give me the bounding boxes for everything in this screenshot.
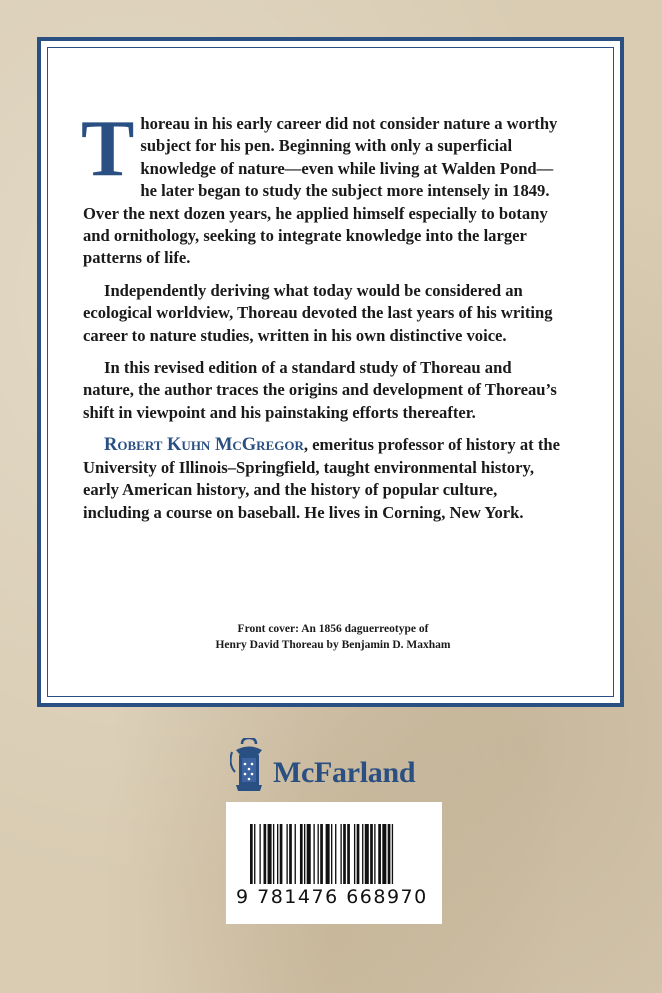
- barcode-bar: [289, 824, 292, 884]
- barcode-bar: [304, 824, 305, 884]
- publisher-logo: [230, 738, 450, 798]
- drop-cap: T: [81, 105, 135, 193]
- back-cover-text: [81, 105, 563, 534]
- barcode-bar: [318, 824, 319, 884]
- barcode-bars: [236, 824, 432, 884]
- barcode-bar: [370, 824, 373, 884]
- barcode: [226, 802, 442, 924]
- barcode-bar: [378, 824, 381, 884]
- barcode-bar: [357, 824, 360, 884]
- barcode-bar: [320, 824, 323, 884]
- barcode-bar: [362, 824, 363, 884]
- author-bio-text: , emeritus professor of history at the University of Illinois–Springfield, taught environmental history, early American history, and the history of popular culture, including a course on baseball. He lives in Corning, New York.: [83, 435, 560, 522]
- barcode-bar: [354, 824, 355, 884]
- barcode-bar: [388, 824, 391, 884]
- paragraph-2: Independently deriving what today would be considered an ecological worldview, Thoreau devoted the last years of his writing career to nature studies, written in his own distinctive voice.: [83, 280, 553, 345]
- barcode-bar: [307, 824, 311, 884]
- barcode-bar: [268, 824, 272, 884]
- author-name: Robert Kuhn McGregor: [104, 435, 304, 456]
- publisher-name: McFarland: [273, 756, 416, 789]
- lantern-icon: [230, 738, 268, 798]
- barcode-bar: [286, 824, 287, 884]
- barcode-bar: [313, 824, 314, 884]
- barcode-bar: [273, 824, 274, 884]
- caption-line-2: Henry David Thoreau by Benjamin D. Maxham: [215, 639, 451, 651]
- barcode-bar: [280, 824, 283, 884]
- barcode-bar: [382, 824, 386, 884]
- barcode-bar: [254, 824, 255, 884]
- barcode-bar: [340, 824, 341, 884]
- caption-line-1: Front cover: An 1856 daguerreotype of: [237, 623, 429, 635]
- barcode-bar: [374, 824, 375, 884]
- barcode-bar: [264, 824, 267, 884]
- paragraph-3: In this revised edition of a standard study of Thoreau and nature, the author traces the origins and development of Thoreau’s shift in viewpoint and his painstaking efforts thereafter.: [83, 358, 557, 422]
- barcode-number: 9 781476 668970: [236, 886, 428, 908]
- barcode-bar: [250, 824, 253, 884]
- barcode-bar: [392, 824, 393, 884]
- cover-caption: [100, 621, 566, 653]
- paragraph-1-text: horeau in his early career did not consider nature a worthy subject for his pen. Beginning with only a superficial knowledge of nature—even while living at Walden Pond—he later began to study the subject more intensely in 1849. Over the next dozen years, he applied himself especially to botany and ornithology, seeking to integrate knowledge into the larger patterns of life.: [83, 114, 558, 268]
- barcode-bar: [326, 824, 330, 884]
- barcode-bar: [300, 824, 303, 884]
- barcode-bar: [259, 824, 260, 884]
- barcode-bar: [295, 824, 296, 884]
- barcode-bar: [347, 824, 350, 884]
- barcode-bar: [335, 824, 336, 884]
- barcode-bar: [365, 824, 369, 884]
- barcode-bar: [277, 824, 278, 884]
- author-bio: [83, 434, 563, 524]
- barcode-bar: [343, 824, 346, 884]
- barcode-bar: [331, 824, 332, 884]
- paragraph-1: [81, 105, 563, 270]
